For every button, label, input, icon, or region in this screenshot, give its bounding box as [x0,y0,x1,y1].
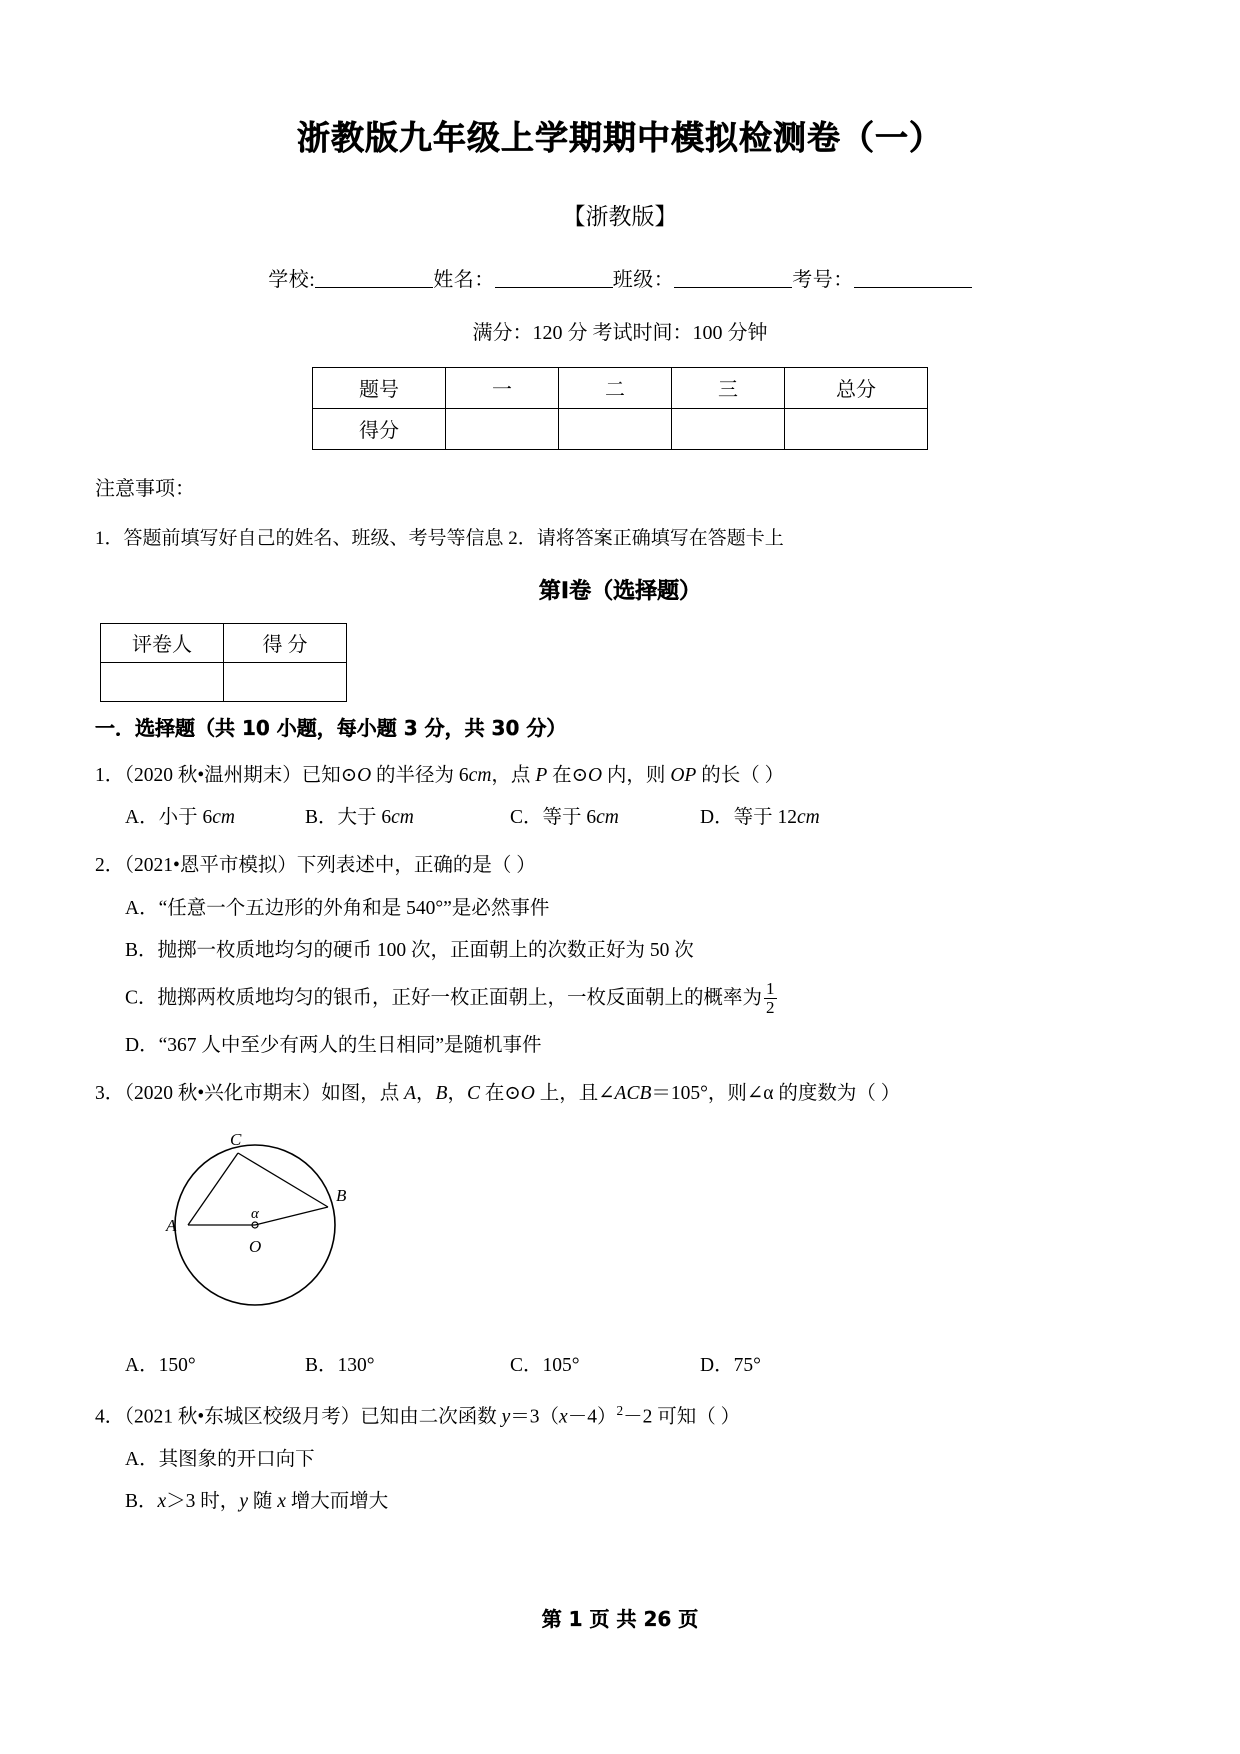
question-4-number: 4． [95,1406,125,1428]
question-3-number: 3． [95,1083,125,1105]
table-row [313,408,928,449]
class-blank[interactable] [674,287,792,288]
question-1-stem-d: 在⊙ [547,764,588,786]
option-b-text-c: 增大而增大 [285,1490,389,1512]
option-a-text: 150° [158,1355,196,1377]
option-row [125,805,1240,831]
question-3-stem-d: 在⊙ [480,1083,521,1105]
option-b-label: B． [125,939,158,961]
segment-AC [188,1153,238,1225]
score-cell-2[interactable] [559,408,672,449]
option-b-label: B． [305,1355,338,1377]
section-title-choice: 一．选择题（共 10 小题，每小题 3 分，共 30 分） [95,715,567,740]
question-1-var-O2: O [587,764,603,786]
option-c-text: 105° [542,1355,580,1377]
grader-table [100,623,347,702]
school-label: 学校: [268,268,316,291]
question-4 [0,1380,1240,1431]
question-1-source: （2020 秋•温州期末） [124,764,302,786]
table-row [101,662,347,701]
question-1-options [0,789,1240,831]
question-3-option-d[interactable] [700,1353,761,1379]
question-4-option-a[interactable] [0,1431,1240,1473]
option-b-unit: cm [391,806,414,828]
score-table-wrap [0,345,1240,450]
option-a-unit: cm [212,806,235,828]
segment-CB [238,1153,328,1207]
question-4-var-y: y [501,1406,511,1428]
probability-fraction [764,980,777,1017]
option-b-text-b: 随 [247,1490,278,1512]
question-2-source: （2021•恩平市模拟） [124,855,297,877]
page-subtitle: 【浙教版】 [562,203,678,230]
notes-body: 1．答题前填写好自己的姓名、班级、考号等信息 2．请将答案正确填写在答题卡上 [95,527,784,549]
option-b-text-a: ＞3 时， [166,1490,240,1512]
question-3-var-O: O [520,1083,535,1105]
score-time-line: 满分：120 分 考试时间：100 分钟 [472,321,768,344]
question-1-option-b[interactable] [305,805,510,831]
option-c-text: 等于 6 [542,806,597,828]
question-1-number: 1． [95,764,125,786]
score-cell-total[interactable] [785,408,928,449]
question-3-figure-wrap [0,1107,1240,1335]
option-b-text: 抛掷一枚质地均匀的硬币 100 次，正面朝上的次数正好为 50 次 [157,939,694,961]
question-4-exponent: 2 [616,1402,624,1418]
question-3-stem-e: 上，且∠ [534,1083,615,1105]
question-3-stem-a: 如图，点 [321,1083,405,1105]
option-d-text: 75° [733,1355,761,1377]
class-label: 班级： [612,268,675,291]
question-3-var-ACB: ACB [614,1083,652,1105]
grader-cell-reviewer[interactable] [101,662,224,701]
question-1-stem-b: 的半径为 6 [371,764,469,786]
score-table-col-1: 一 [446,367,559,408]
segment-OB [255,1207,328,1225]
score-table-col-2: 二 [559,367,672,408]
option-b-var-x2: x [277,1490,286,1512]
option-d-label: D． [125,1034,159,1056]
option-b-label: B． [125,1490,158,1512]
option-b-text: 130° [337,1355,375,1377]
figure-label-O: O [249,1237,262,1257]
option-a-label: A． [125,897,159,919]
question-4-source: （2021 秋•东城区校级月考） [124,1406,361,1428]
question-1 [0,741,1240,789]
exam-no-label: 考号： [792,268,854,291]
option-d-label: D． [700,806,734,828]
option-c-text: 抛掷两枚质地均匀的银币，正好一枚正面朝上，一枚反面朝上的概率为 [157,987,763,1009]
question-3-source: （2020 秋•兴化市期末） [124,1083,322,1105]
option-d-label: D． [700,1355,734,1377]
question-3-options [0,1335,1240,1379]
question-1-option-a[interactable] [125,805,305,831]
question-1-unit-cm: cm [468,764,492,786]
question-3-stem-c: ， [447,1083,467,1105]
question-1-stem-e: 内，则 [602,764,671,786]
option-b-text: 大于 6 [337,806,392,828]
question-1-stem-f: 的长（ ） [696,764,785,786]
question-1-stem-a: 已知⊙ [301,764,358,786]
option-d-text: 等于 12 [733,806,797,828]
circle-geometry-figure [150,1115,370,1330]
student-info-line [0,231,1240,292]
question-3-option-b[interactable] [305,1353,510,1379]
option-a-label: A． [125,806,159,828]
question-3-option-a[interactable] [125,1353,305,1379]
score-table-row-label: 得分 [313,408,446,449]
option-a-text: 小于 6 [158,806,213,828]
figure-label-A: A [166,1216,177,1236]
question-3-stem-b: ， [416,1083,436,1105]
question-1-var-O1: O [357,764,372,786]
grader-cell-score[interactable] [224,662,347,701]
grader-header-score: 得 分 [224,623,347,662]
option-d-unit: cm [796,806,820,828]
option-a-label: A． [125,1355,159,1377]
figure-label-B: B [336,1186,347,1206]
question-2-option-c[interactable] [0,964,1240,1017]
option-a-text: “任意一个五边形的外角和是 540°”是必然事件 [158,897,550,919]
option-c-label: C． [125,987,158,1009]
name-blank[interactable] [495,287,613,288]
question-4-stem-b: ＝3（ [510,1406,560,1428]
option-b-label: B． [305,806,338,828]
exam-no-blank[interactable] [854,287,972,288]
question-4-stem-c: －4） [567,1406,617,1428]
question-1-var-P: P [535,764,548,786]
table-row [313,367,928,408]
option-c-label: C． [510,1355,543,1377]
school-blank[interactable] [315,287,433,288]
fraction-numerator: 1 [766,979,775,999]
score-table-col-3: 三 [672,367,785,408]
question-2-option-a[interactable] [0,880,1240,922]
grader-header-reviewer: 评卷人 [101,623,224,662]
question-3-stem-f: ＝105°，则∠α 的度数为（ ） [651,1083,901,1105]
question-4-option-b[interactable] [0,1473,1240,1515]
question-1-option-c[interactable] [510,805,700,831]
part-header: 第Ⅰ卷（选择题） [538,578,702,604]
score-table-col-total: 总分 [785,367,928,408]
question-1-option-d[interactable] [700,805,820,831]
question-2-number: 2． [95,855,125,877]
grader-table-wrap [0,605,1240,702]
question-2-stem: 下列表述中，正确的是（ ） [296,855,536,877]
score-cell-1[interactable] [446,408,559,449]
question-3-var-B: B [435,1083,448,1105]
question-4-var-x: x [559,1406,568,1428]
option-c-unit: cm [596,806,619,828]
question-2 [0,831,1240,879]
score-table-header-label: 题号 [313,367,446,408]
option-row [125,1353,1240,1379]
question-3-var-A: A [404,1083,417,1105]
question-4-stem-a: 已知由二次函数 [360,1406,502,1428]
option-b-var-x1: x [157,1490,167,1512]
table-row [101,623,347,662]
question-3 [0,1059,1240,1107]
question-2-option-b[interactable] [0,922,1240,964]
figure-label-C: C [230,1130,242,1150]
score-table [312,367,928,450]
name-label: 姓名： [433,268,495,291]
option-a-label: A． [125,1448,159,1470]
question-3-var-C: C [466,1083,480,1105]
question-1-var-OP: OP [670,764,697,786]
question-1-stem-c: ，点 [491,764,536,786]
page-footer: 第 1 页 共 26 页 [541,1607,699,1631]
option-a-text: 其图象的开口向下 [158,1448,315,1470]
option-b-var-y: y [239,1490,248,1512]
option-d-text: “367 人中至少有两人的生日相同”是随机事件 [158,1034,542,1056]
notes-title: 注意事项： [95,477,195,500]
score-cell-3[interactable] [672,408,785,449]
question-3-option-c[interactable] [510,1353,700,1379]
option-c-label: C． [510,806,543,828]
question-4-stem-d: －2 可知（ ） [623,1406,741,1428]
question-2-option-d[interactable] [0,1017,1240,1059]
figure-label-alpha: α [251,1206,259,1223]
fraction-denominator: 2 [766,998,775,1017]
page-title: 浙教版九年级上学期期中模拟检测卷（一） [297,118,943,157]
